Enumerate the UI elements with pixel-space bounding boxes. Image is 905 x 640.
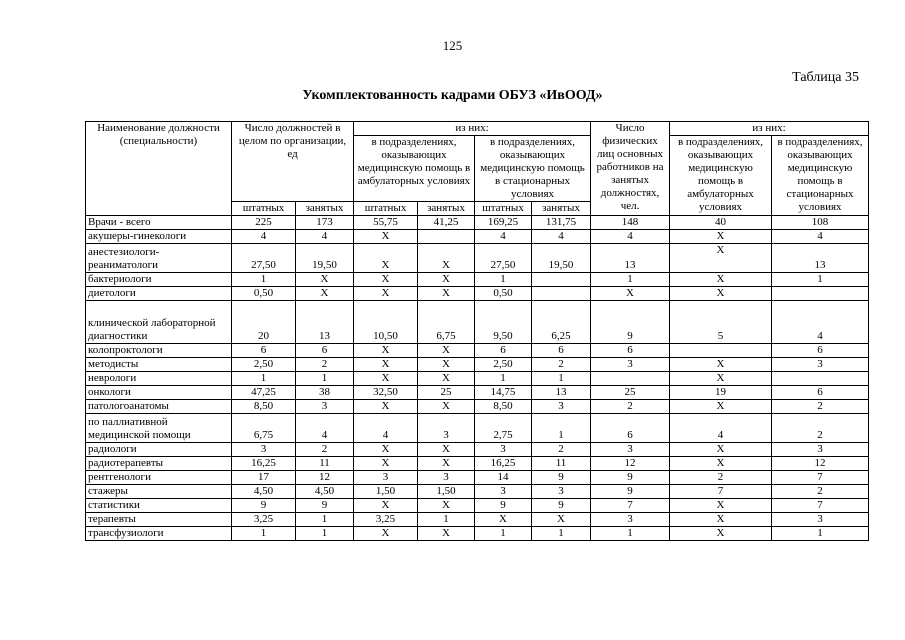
header-persons: Число физических лиц основных работников на занятых должностях, чел. xyxy=(591,122,670,216)
cell: 1 xyxy=(296,513,354,527)
cell: 225 xyxy=(232,216,296,230)
cell: 6 xyxy=(591,414,670,443)
header-staff: штатных xyxy=(475,202,532,216)
table-row xyxy=(86,287,869,301)
header-of-them-2: из них: xyxy=(670,122,869,136)
cell: 2 xyxy=(772,485,869,499)
header-total-positions: Число должностей в целом по организации, ед xyxy=(232,122,354,202)
header-ambulatory-persons: в подразделениях, оказывающих медицинскую помощь в амбулаторных условиях xyxy=(670,136,772,216)
cell: 9 xyxy=(591,485,670,499)
cell: 4 xyxy=(591,230,670,244)
cell: Х xyxy=(354,457,418,471)
cell: 1 xyxy=(532,527,591,541)
table-row xyxy=(86,230,869,244)
cell: 12 xyxy=(772,457,869,471)
cell: 1 xyxy=(532,372,591,386)
cell: 3 xyxy=(532,485,591,499)
cell: 9 xyxy=(591,471,670,485)
header-occupied: занятых xyxy=(418,202,475,216)
cell: 4 xyxy=(232,230,296,244)
cell: 1 xyxy=(591,273,670,287)
header-name: Наименование должности (специальности) xyxy=(86,122,232,216)
cell xyxy=(670,344,772,358)
header-staff: штатных xyxy=(354,202,418,216)
cell: Х xyxy=(670,244,772,273)
cell xyxy=(591,372,670,386)
cell xyxy=(772,287,869,301)
cell: 9 xyxy=(232,499,296,513)
cell: 1 xyxy=(532,414,591,443)
cell: 25 xyxy=(591,386,670,400)
cell: 4 xyxy=(475,230,532,244)
cell: 148 xyxy=(591,216,670,230)
cell: 1 xyxy=(232,372,296,386)
cell: 2 xyxy=(772,414,869,443)
table-row xyxy=(86,372,869,386)
cell: Х xyxy=(354,358,418,372)
row-name: клинической лабораторной диагностики xyxy=(86,301,232,344)
cell: 3 xyxy=(232,443,296,457)
cell: 1 xyxy=(475,527,532,541)
cell: Х xyxy=(670,513,772,527)
cell: Х xyxy=(670,372,772,386)
table-row xyxy=(86,358,869,372)
row-name: Врачи - всего xyxy=(86,216,232,230)
cell: Х xyxy=(670,499,772,513)
table-row xyxy=(86,499,869,513)
row-name: неврологи xyxy=(86,372,232,386)
cell: 1 xyxy=(232,273,296,287)
cell: 131,75 xyxy=(532,216,591,230)
header-of-them-1: из них: xyxy=(354,122,591,136)
cell: 3 xyxy=(591,443,670,457)
row-name: радиотерапевты xyxy=(86,457,232,471)
cell: 3,25 xyxy=(232,513,296,527)
cell: 6 xyxy=(532,344,591,358)
cell: 3 xyxy=(296,400,354,414)
cell: 1 xyxy=(296,372,354,386)
cell: 10,50 xyxy=(354,301,418,344)
cell: 7 xyxy=(670,485,772,499)
cell: Х xyxy=(670,273,772,287)
cell: 13 xyxy=(772,244,869,273)
cell: 13 xyxy=(591,244,670,273)
cell: 27,50 xyxy=(232,244,296,273)
cell: 3 xyxy=(354,471,418,485)
cell: 3 xyxy=(475,443,532,457)
cell: 8,50 xyxy=(475,400,532,414)
cell: 2 xyxy=(296,358,354,372)
header-staff: штатных xyxy=(232,202,296,216)
cell: 1,50 xyxy=(418,485,475,499)
cell: Х xyxy=(354,273,418,287)
cell: 6 xyxy=(772,386,869,400)
cell: 0,50 xyxy=(232,287,296,301)
cell: 2 xyxy=(532,443,591,457)
cell: Х xyxy=(354,443,418,457)
row-name: анестезиологи-реаниматологи xyxy=(86,244,232,273)
cell: 4,50 xyxy=(232,485,296,499)
table-row xyxy=(86,513,869,527)
row-name: терапевты xyxy=(86,513,232,527)
row-name: методисты xyxy=(86,358,232,372)
cell: Х xyxy=(354,287,418,301)
row-name: диетологи xyxy=(86,287,232,301)
cell: 55,75 xyxy=(354,216,418,230)
cell: 9 xyxy=(296,499,354,513)
cell: 6,75 xyxy=(232,414,296,443)
cell: 6 xyxy=(475,344,532,358)
cell: 1 xyxy=(772,527,869,541)
cell: Х xyxy=(354,344,418,358)
cell: 32,50 xyxy=(354,386,418,400)
cell: Х xyxy=(418,344,475,358)
cell: Х xyxy=(418,443,475,457)
cell: Х xyxy=(418,287,475,301)
table-row xyxy=(86,216,869,230)
cell: Х xyxy=(418,457,475,471)
row-name: онкологи xyxy=(86,386,232,400)
cell: Х xyxy=(296,273,354,287)
table-row xyxy=(86,457,869,471)
cell: 16,25 xyxy=(232,457,296,471)
cell: 3 xyxy=(418,414,475,443)
cell: 108 xyxy=(772,216,869,230)
cell: 3 xyxy=(772,513,869,527)
cell: 2 xyxy=(532,358,591,372)
table-row xyxy=(86,344,869,358)
cell: Х xyxy=(418,527,475,541)
cell xyxy=(418,230,475,244)
cell: 4 xyxy=(296,414,354,443)
cell: 8,50 xyxy=(232,400,296,414)
table-row xyxy=(86,244,869,273)
cell: 16,25 xyxy=(475,457,532,471)
row-name: бактериологи xyxy=(86,273,232,287)
row-name: по паллиативной медицинской помощи xyxy=(86,414,232,443)
cell: 14 xyxy=(475,471,532,485)
row-name: трансфузиологи xyxy=(86,527,232,541)
table-row xyxy=(86,301,869,344)
row-name: колопроктологи xyxy=(86,344,232,358)
cell: Х xyxy=(475,513,532,527)
cell: 17 xyxy=(232,471,296,485)
cell: Х xyxy=(670,358,772,372)
cell xyxy=(532,273,591,287)
cell: 6,75 xyxy=(418,301,475,344)
cell: 41,25 xyxy=(418,216,475,230)
cell: 1 xyxy=(475,372,532,386)
cell: 13 xyxy=(532,386,591,400)
row-name: стажеры xyxy=(86,485,232,499)
cell: Х xyxy=(354,527,418,541)
cell: 1 xyxy=(418,513,475,527)
cell: 2,50 xyxy=(232,358,296,372)
cell: 9 xyxy=(532,499,591,513)
cell: 19,50 xyxy=(532,244,591,273)
cell: Х xyxy=(354,230,418,244)
cell: 19 xyxy=(670,386,772,400)
cell: 9 xyxy=(591,301,670,344)
row-name: рентгенологи xyxy=(86,471,232,485)
cell: Х xyxy=(418,273,475,287)
table-row xyxy=(86,471,869,485)
cell: 3 xyxy=(591,513,670,527)
cell: Х xyxy=(418,400,475,414)
cell: 3 xyxy=(532,400,591,414)
row-name: патологоанатомы xyxy=(86,400,232,414)
table-row xyxy=(86,414,869,443)
cell: 3 xyxy=(418,471,475,485)
cell: Х xyxy=(418,372,475,386)
cell: 6 xyxy=(772,344,869,358)
cell: 169,25 xyxy=(475,216,532,230)
cell: Х xyxy=(670,400,772,414)
cell: 1 xyxy=(232,527,296,541)
cell xyxy=(772,372,869,386)
table-row xyxy=(86,386,869,400)
cell: 5 xyxy=(670,301,772,344)
cell: 25 xyxy=(418,386,475,400)
cell: 2,50 xyxy=(475,358,532,372)
cell: Х xyxy=(418,499,475,513)
cell: 20 xyxy=(232,301,296,344)
cell: 13 xyxy=(296,301,354,344)
cell: 47,25 xyxy=(232,386,296,400)
cell: Х xyxy=(296,287,354,301)
table-label: Таблица 35 xyxy=(792,70,859,85)
cell: 4 xyxy=(354,414,418,443)
header-ambulatory-positions: в подразделениях, оказывающих медицинскую помощь в амбулаторных условиях xyxy=(354,136,475,202)
cell: Х xyxy=(670,230,772,244)
cell: 9 xyxy=(475,499,532,513)
cell: 2,75 xyxy=(475,414,532,443)
cell: 4,50 xyxy=(296,485,354,499)
cell: Х xyxy=(418,358,475,372)
cell: 1 xyxy=(475,273,532,287)
cell: Х xyxy=(670,287,772,301)
cell: Х xyxy=(354,400,418,414)
cell: 6 xyxy=(232,344,296,358)
table-row xyxy=(86,527,869,541)
row-name: акушеры-гинекологи xyxy=(86,230,232,244)
row-name: радиологи xyxy=(86,443,232,457)
table-row xyxy=(86,400,869,414)
cell: 0,50 xyxy=(475,287,532,301)
staffing-table xyxy=(85,121,869,541)
table-row xyxy=(86,485,869,499)
cell: 2 xyxy=(591,400,670,414)
row-name: статистики xyxy=(86,499,232,513)
header-occupied: занятых xyxy=(532,202,591,216)
cell: 9 xyxy=(532,471,591,485)
cell: 3 xyxy=(591,358,670,372)
cell: 1 xyxy=(591,527,670,541)
cell: 3 xyxy=(475,485,532,499)
cell: Х xyxy=(670,527,772,541)
cell: 6 xyxy=(591,344,670,358)
cell: 40 xyxy=(670,216,772,230)
cell: Х xyxy=(354,372,418,386)
cell: 9,50 xyxy=(475,301,532,344)
cell: 4 xyxy=(772,301,869,344)
cell: Х xyxy=(532,513,591,527)
cell: 2 xyxy=(670,471,772,485)
cell: 19,50 xyxy=(296,244,354,273)
cell: Х xyxy=(418,244,475,273)
header-inpatient-persons: в подразделениях, оказывающих медицинскую помощь в стационарных условиях xyxy=(772,136,869,216)
cell: 4 xyxy=(772,230,869,244)
cell: 4 xyxy=(670,414,772,443)
cell: 7 xyxy=(772,471,869,485)
cell: 6,25 xyxy=(532,301,591,344)
cell: 4 xyxy=(532,230,591,244)
cell: 1 xyxy=(296,527,354,541)
cell: 3,25 xyxy=(354,513,418,527)
cell: 1 xyxy=(772,273,869,287)
table-row xyxy=(86,443,869,457)
header-occupied: занятых xyxy=(296,202,354,216)
cell xyxy=(532,287,591,301)
cell: 38 xyxy=(296,386,354,400)
cell: 2 xyxy=(296,443,354,457)
cell: 11 xyxy=(532,457,591,471)
cell: 173 xyxy=(296,216,354,230)
cell: 12 xyxy=(591,457,670,471)
document-title: Укомплектованность кадрами ОБУЗ «ИвООД» xyxy=(302,88,603,103)
page-number: 125 xyxy=(442,38,463,53)
cell: 1,50 xyxy=(354,485,418,499)
cell: Х xyxy=(591,287,670,301)
cell: 7 xyxy=(772,499,869,513)
cell: 11 xyxy=(296,457,354,471)
cell: Х xyxy=(670,457,772,471)
cell: 2 xyxy=(772,400,869,414)
table-row xyxy=(86,273,869,287)
cell: 27,50 xyxy=(475,244,532,273)
cell: 7 xyxy=(591,499,670,513)
cell: Х xyxy=(670,443,772,457)
cell: Х xyxy=(354,499,418,513)
cell: 12 xyxy=(296,471,354,485)
cell: 3 xyxy=(772,358,869,372)
header-inpatient-positions: в подразделениях, оказывающих медицинскую помощь в стационарных условиях xyxy=(475,136,591,202)
cell: Х xyxy=(354,244,418,273)
cell: 14,75 xyxy=(475,386,532,400)
cell: 3 xyxy=(772,443,869,457)
cell: 6 xyxy=(296,344,354,358)
cell: 4 xyxy=(296,230,354,244)
